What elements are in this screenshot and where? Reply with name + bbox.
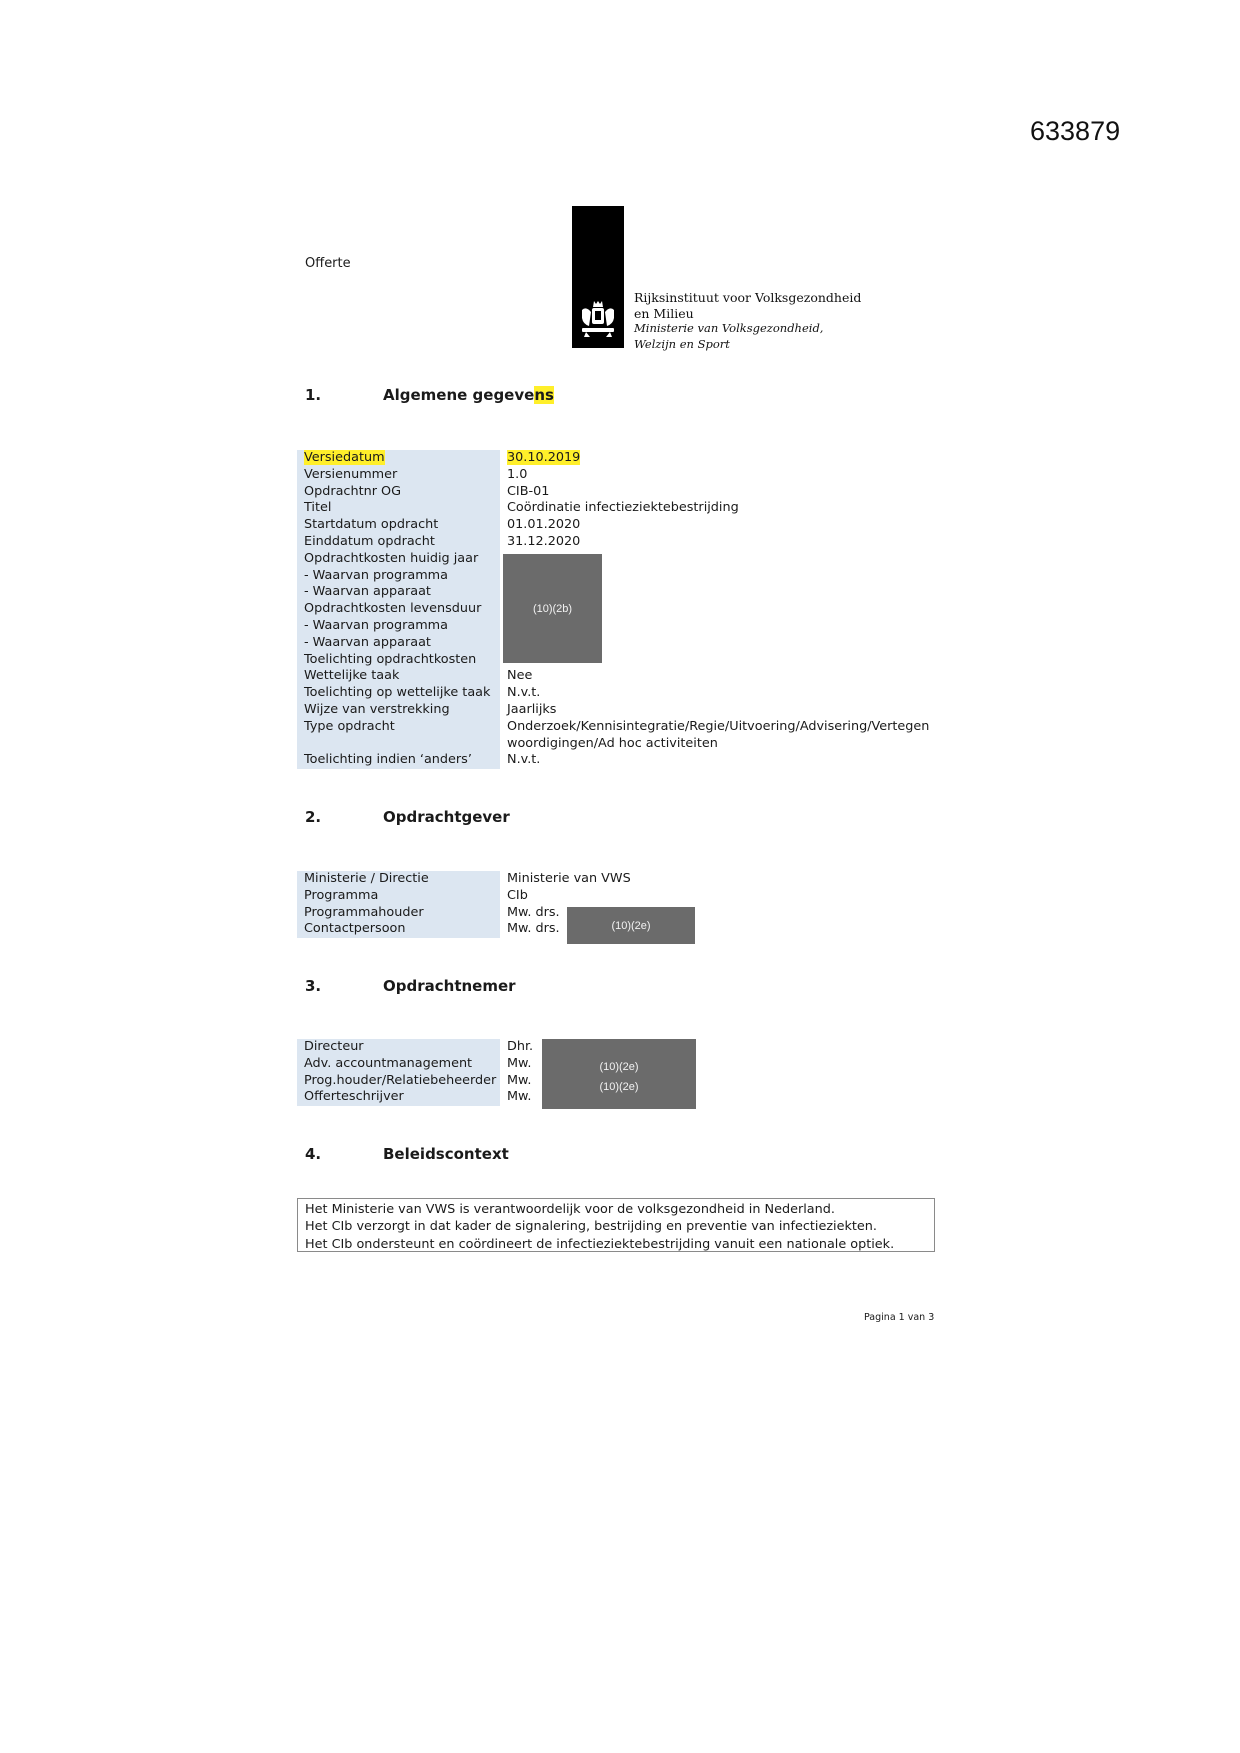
row-label: Prog.houder/Relatiebeheerder <box>297 1073 500 1090</box>
contractor-table <box>297 1039 533 1106</box>
table-row <box>297 719 929 736</box>
row-value: Mw. <box>507 1055 532 1071</box>
row-label: Versienummer <box>297 467 500 484</box>
row-value: 30.10.2019 <box>507 450 581 465</box>
table-row <box>297 1089 533 1106</box>
row-label: Programma <box>297 888 500 905</box>
section-heading-client: 2. Opdrachtgever <box>305 808 510 826</box>
row-value: Nee <box>507 668 533 684</box>
row-label: Toelichting indien ‘anders’ <box>297 752 500 769</box>
row-value: Onderzoek/Kennisintegratie/Regie/Uitvoering/Advisering/Vertegen <box>507 718 930 734</box>
row-label: - Waarvan apparaat <box>297 635 500 652</box>
section-heading-context: 4. Beleidscontext <box>305 1145 509 1163</box>
row-label: Opdrachtkosten huidig jaar <box>297 551 500 568</box>
section-title: Algemene gegevens <box>383 386 554 404</box>
row-value: Mw. drs. <box>507 921 560 937</box>
table-row <box>297 1073 533 1090</box>
table-row <box>297 752 929 769</box>
row-label: Directeur <box>297 1039 500 1056</box>
context-line: Het CIb verzorgt in dat kader de signalering, bestrijding en preventie van infectieziekten. <box>305 1219 877 1235</box>
rijksoverheid-logo <box>572 206 624 348</box>
row-label: Titel <box>297 500 500 517</box>
ministry-line1: Ministerie van Volksgezondheid, <box>634 321 824 335</box>
context-line: Het Ministerie van VWS is verantwoordelijk voor de volksgezondheid in Nederland. <box>305 1202 835 1217</box>
table-row <box>297 534 929 551</box>
org-name-line2: en Milieu <box>634 305 694 321</box>
table-row <box>297 1039 533 1056</box>
table-row <box>297 517 929 534</box>
row-value: Dhr. <box>507 1039 534 1054</box>
row-label: - Waarvan programma <box>297 568 500 585</box>
row-label: - Waarvan apparaat <box>297 584 500 601</box>
table-row <box>297 685 929 702</box>
row-label: Startdatum opdracht <box>297 517 500 534</box>
table-row <box>297 635 929 652</box>
row-label: Ministerie / Directie <box>297 871 500 888</box>
table-row <box>297 467 929 484</box>
row-value: 1.0 <box>507 466 528 482</box>
section-heading-contractor: 3. Opdrachtnemer <box>305 977 516 995</box>
row-value: N.v.t. <box>507 685 541 701</box>
table-row <box>297 618 929 635</box>
table-row <box>297 500 929 517</box>
row-value: Mw. <box>507 1072 532 1088</box>
row-value: N.v.t. <box>507 752 541 768</box>
document-number: 633879 <box>1030 116 1121 146</box>
table-row <box>297 871 631 888</box>
row-label: Wettelijke taak <box>297 668 500 685</box>
document-type: Offerte <box>305 256 351 271</box>
row-label: Toelichting op wettelijke taak <box>297 685 500 702</box>
row-label: Einddatum opdracht <box>297 534 500 551</box>
table-row <box>297 601 929 618</box>
table-row <box>297 551 929 568</box>
row-value: 01.01.2020 <box>507 517 581 533</box>
row-value: 31.12.2020 <box>507 533 581 549</box>
row-value: Mw. drs. <box>507 904 560 920</box>
table-row <box>297 450 929 467</box>
row-label: Type opdracht <box>297 719 500 736</box>
row-value: Jaarlijks <box>507 701 557 717</box>
table-row <box>297 584 929 601</box>
row-value: CIB-01 <box>507 483 550 499</box>
row-value: woordigingen/Ad hoc activiteiten <box>507 735 718 751</box>
redaction-block: (10)(2b) <box>503 554 602 663</box>
general-data-table <box>297 450 929 769</box>
table-row <box>297 484 929 501</box>
table-row <box>297 888 631 905</box>
table-row <box>297 568 929 585</box>
context-line: Het CIb ondersteunt en coördineert de infectieziektebestrijding vanuit een nationale optiek. <box>305 1236 895 1252</box>
row-label: Offerteschrijver <box>297 1089 500 1106</box>
ministry-line2: Welzijn en Sport <box>634 336 730 351</box>
row-label: Opdrachtnr OG <box>297 484 500 501</box>
redaction-block: (10)(2e) <box>567 907 695 944</box>
table-row <box>297 668 929 685</box>
row-value: Mw. <box>507 1089 532 1105</box>
org-name-line1: Rijksinstituut voor Volksgezondheid <box>634 290 862 305</box>
row-label: Opdrachtkosten levensduur <box>297 601 500 618</box>
row-value: CIb <box>507 887 528 903</box>
table-row <box>297 652 929 669</box>
row-value: Ministerie van VWS <box>507 871 631 886</box>
row-label: Versiedatum <box>297 450 500 467</box>
section-number: 1. <box>305 386 322 404</box>
table-row <box>297 736 929 753</box>
row-label <box>297 736 500 753</box>
redaction-block: (10)(2e) (10)(2e) <box>542 1039 696 1109</box>
row-value: Coördinatie infectieziektebestrijding <box>507 500 739 516</box>
row-label: Toelichting opdrachtkosten <box>297 652 500 669</box>
page-footer: Pagina 1 van 3 <box>864 1312 935 1323</box>
row-label: Contactpersoon <box>297 921 500 938</box>
coat-of-arms-icon <box>576 298 620 338</box>
section-heading-general <box>305 386 554 404</box>
row-label: - Waarvan programma <box>297 618 500 635</box>
row-label: Programmahouder <box>297 905 500 922</box>
policy-context-box <box>297 1198 935 1252</box>
row-label: Wijze van verstrekking <box>297 702 500 719</box>
table-row <box>297 1056 533 1073</box>
logo-text <box>634 290 861 352</box>
row-label: Adv. accountmanagement <box>297 1056 500 1073</box>
table-row <box>297 702 929 719</box>
